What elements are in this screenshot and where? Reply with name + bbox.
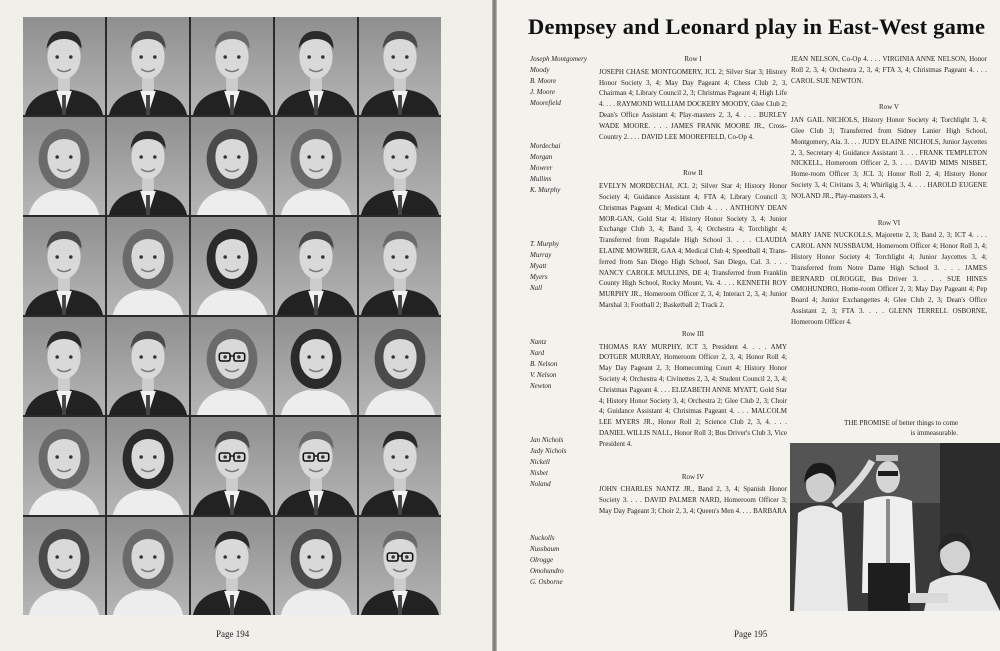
name-entry: Nall bbox=[530, 283, 543, 292]
name-entry: Noland bbox=[530, 479, 551, 488]
name-index bbox=[530, 54, 600, 588]
student-portrait bbox=[275, 117, 357, 215]
photo-caption: THE PROMISE of better things to come is immeasurable. bbox=[844, 419, 958, 437]
row-caption: JAN GAIL NICHOLS, History Honor Society 4; Torchlight 3, 4; Glee Club 3; Transferred from Sidney Lanier High School, Montgomery, Ala. 3. . . . JUDY ELAINE NICHOLS, Junior Jaycettes 2, 3, Secretary 4; Guidance Assistant 3. . . . FRANK TEMPLETON NICKELL, Homeroom Officer 2, 3. . . . DAVID MIMS NISBET, Home-room Officer 3; JCL 3; Honor Roll 2, 4; History Honor Society 3, 4; Civitans 3, 4; Whirligig 3, 4. . . . HAROLD EUGENE NOLAND JR., Play-masters 3, 4. bbox=[791, 116, 987, 200]
row-heading: Row I bbox=[684, 55, 702, 63]
text-column-middle bbox=[599, 54, 787, 517]
name-entry: Mowrer bbox=[530, 163, 553, 172]
name-entry: Omohundro bbox=[530, 567, 564, 575]
row-heading: Row II bbox=[683, 169, 703, 178]
row-caption: EVELYN MORDECHAI, JCL 2; Silver Star 4; History Honor Society 4; Guidance Assistant 4; FTA 4; Library Council 3; Christmas Pageant 4; Medical Club 4. . . . ANTHONY DEAN MOR-GAN, Gold Star 4; History Honor Society 3, 4; Junior Exchange Club 3, 4; Band 3, 4; Orchestra 4; Torchlight 4; Transferred from Ragsdale High School 3. . . . CLAUDIA ELAINE MOWRER, GAA 4; Medical Club 4; Speedball 4; Trans-ferred from San Diego High School, San Diego, Cal. 3. . . . NANCY CAROLE MULLINS, DE 4; Transferred from Franklin County High School, Rocky Mount, Va. 4. . . . KENNETH ROY MURPHY JR., Homeroom Officer 2, 3, 4; Interact 2, 3, 4; Junior Marshal 3; Football 2; Basketball 2; Track 2. bbox=[599, 182, 787, 309]
row-caption-continued: JEAN NELSON, Co-Op 4. . . . VIRGINIA ANNE NELSON, Honor Roll 2, 3, 4; Orchestra 2, 3, 4; FTA 3, 4; Christmas Pageant 4. . . . CAROL SUE NEWTON. bbox=[791, 55, 987, 85]
student-portrait bbox=[107, 117, 189, 215]
student-portrait bbox=[359, 17, 441, 115]
row-caption: MARY JANE NUCKOLLS, Majorette 2, 3; Band 2, 3; ICT 4. . . . CAROL ANN NUSSBAUM, Homeroom Officer 4; Honor Roll 3, 4; History Honor Society 4; Torchlight 4; Junior Jaycettes 3, 4; Transferred from Notre Dame High School 3. . . . JAMES BERNARD OLROGGE, Bus Driver 3. . . . SUE HINES OMOHUNDRO, Home-room Officer 2, 3; May Day Pageant 4; Pep Board 4; Junior Exchangettes 4; Glee Club 2, 3; Dean's Office Assistant 2, 3; FTA 3. . . . GLENN TERRELL OSBORNE, Homeroom Officer 4. bbox=[791, 231, 987, 326]
student-portrait bbox=[107, 17, 189, 115]
left-page-number: Page 194 bbox=[216, 629, 250, 639]
name-entry: Myatt bbox=[530, 261, 547, 270]
name-entry: Olrogge bbox=[530, 556, 554, 565]
student-portrait bbox=[275, 217, 357, 315]
name-entry: K. Murphy bbox=[530, 185, 561, 194]
student-portrait bbox=[359, 117, 441, 215]
row-heading: Row IV bbox=[681, 472, 705, 481]
student-portrait bbox=[191, 317, 273, 415]
student-portrait bbox=[359, 417, 441, 515]
name-entry: Morgan bbox=[530, 153, 553, 162]
student-portrait bbox=[191, 517, 273, 615]
name-entry: Nussbaum bbox=[530, 545, 560, 554]
row-heading: Row III bbox=[682, 329, 704, 338]
row-caption: THOMAS RAY MURPHY, ICT 3, President 4. . . . AMY DOTGER MURRAY, Homeroom Officer 2, 3, 4; Honor Roll 4; May Day Pageant 2, 3; Homecoming Court 4; History Honor Society 4; Orchestra 4; Civinettes 2, 3, 4; Student Council 2, 3, 4; Christmas Pageant 4. . . . ELIZABETH ANNE MYATT, Gold Star 4; History Honor Society 3, 4; Orchestra 2; Glee Club 2, 3; Choir 4; Guidance Assistant 4; Christmas Pageant 4. . . . MALCOLM LEE MYERS JR., Honor Roll 2; Science Club 2, 3, 4. . . . DANIEL WILLIS NALL, Honor Roll 3; Bus Driver's Club 3, Vice President 4. bbox=[599, 342, 787, 448]
student-portrait bbox=[191, 417, 273, 515]
candid-photo-image bbox=[790, 443, 1000, 611]
student-portrait bbox=[275, 17, 357, 115]
student-portrait bbox=[107, 217, 189, 315]
student-portrait bbox=[23, 417, 105, 515]
row-heading: Row V bbox=[879, 103, 899, 112]
student-portrait bbox=[275, 317, 357, 415]
name-entry: Nisbet bbox=[530, 468, 548, 477]
text-column-right bbox=[791, 54, 987, 328]
student-portrait bbox=[359, 317, 441, 415]
row-caption: JOSEPH CHASE MONTGOMERY, JCL 2; Silver Star 3; History Honor Society 3, 4; May Day Pageant 4; Chess Club 2, 3, Chairman 4; Library Council 2, 3; Christmas Pageant 4; High Life 4. . . . RAYMOND WILLIAM DOCKERY MOODY, Glee Club 2; Dean's Office Assistant 4; Play-masters 2, 3, 4. . . . BURLEY WADE MOORE. . . . JAMES FRANK MOORE JR., Cross-Country 2. . . . DAVID LEE MOOREFIELD, Co-Op 4. bbox=[599, 67, 787, 141]
student-portrait bbox=[359, 517, 441, 615]
student-portrait bbox=[275, 417, 357, 515]
name-entry: Mullins bbox=[530, 174, 552, 183]
student-portrait bbox=[23, 317, 105, 415]
name-entry: Nuckolls bbox=[530, 534, 555, 543]
student-portrait bbox=[107, 417, 189, 515]
candid-photo bbox=[790, 443, 1000, 611]
student-portrait bbox=[23, 17, 105, 115]
name-entry: V. Nelson bbox=[530, 370, 557, 379]
name-entry: B. Nelson bbox=[530, 360, 558, 369]
name-entry: J. Moore bbox=[530, 87, 556, 96]
student-portrait bbox=[275, 517, 357, 615]
row-caption: JOHN CHARLES NANTZ JR., Band 2, 3, 4; Spanish Honor Society 3. . . . DAVID PALMER NARD, Homeroom Officer 3; May Day Pageant 3; Choir 2, 3, 4; Queen's Men 4. . . . BARBARA bbox=[599, 485, 787, 515]
right-page-number: Page 195 bbox=[734, 629, 768, 639]
name-entry: Nickell bbox=[530, 458, 550, 467]
student-portrait bbox=[107, 517, 189, 615]
student-portrait bbox=[23, 117, 105, 215]
row-heading: Row VI bbox=[877, 218, 901, 227]
name-entry: Murray bbox=[530, 251, 552, 260]
student-portrait bbox=[359, 217, 441, 315]
name-entry: Moorefield bbox=[530, 98, 561, 107]
page-headline: Dempsey and Leonard play in East-West game bbox=[528, 14, 986, 39]
right-page bbox=[497, 0, 1000, 651]
name-entry: Moody bbox=[530, 65, 550, 74]
name-entry: Newton bbox=[530, 381, 552, 390]
name-entry: Myers bbox=[530, 272, 548, 281]
left-page bbox=[0, 0, 492, 651]
student-portrait bbox=[23, 517, 105, 615]
student-portrait bbox=[191, 217, 273, 315]
name-entry: Nard bbox=[530, 349, 545, 358]
portrait-grid bbox=[23, 17, 441, 615]
name-entry: T. Murphy bbox=[530, 240, 560, 249]
student-portrait bbox=[107, 317, 189, 415]
student-portrait bbox=[191, 117, 273, 215]
student-portrait bbox=[23, 217, 105, 315]
name-entry: G. Osborne bbox=[530, 577, 563, 586]
name-entry: Jan Nichols bbox=[530, 436, 564, 445]
name-entry: Mordechai bbox=[530, 142, 561, 151]
name-entry: B. Moore bbox=[530, 76, 557, 85]
student-portrait bbox=[191, 17, 273, 115]
name-entry: Nantz bbox=[530, 338, 547, 347]
name-entry: Judy Nichols bbox=[530, 447, 567, 456]
name-entry: Joseph Montgomery bbox=[530, 55, 587, 63]
